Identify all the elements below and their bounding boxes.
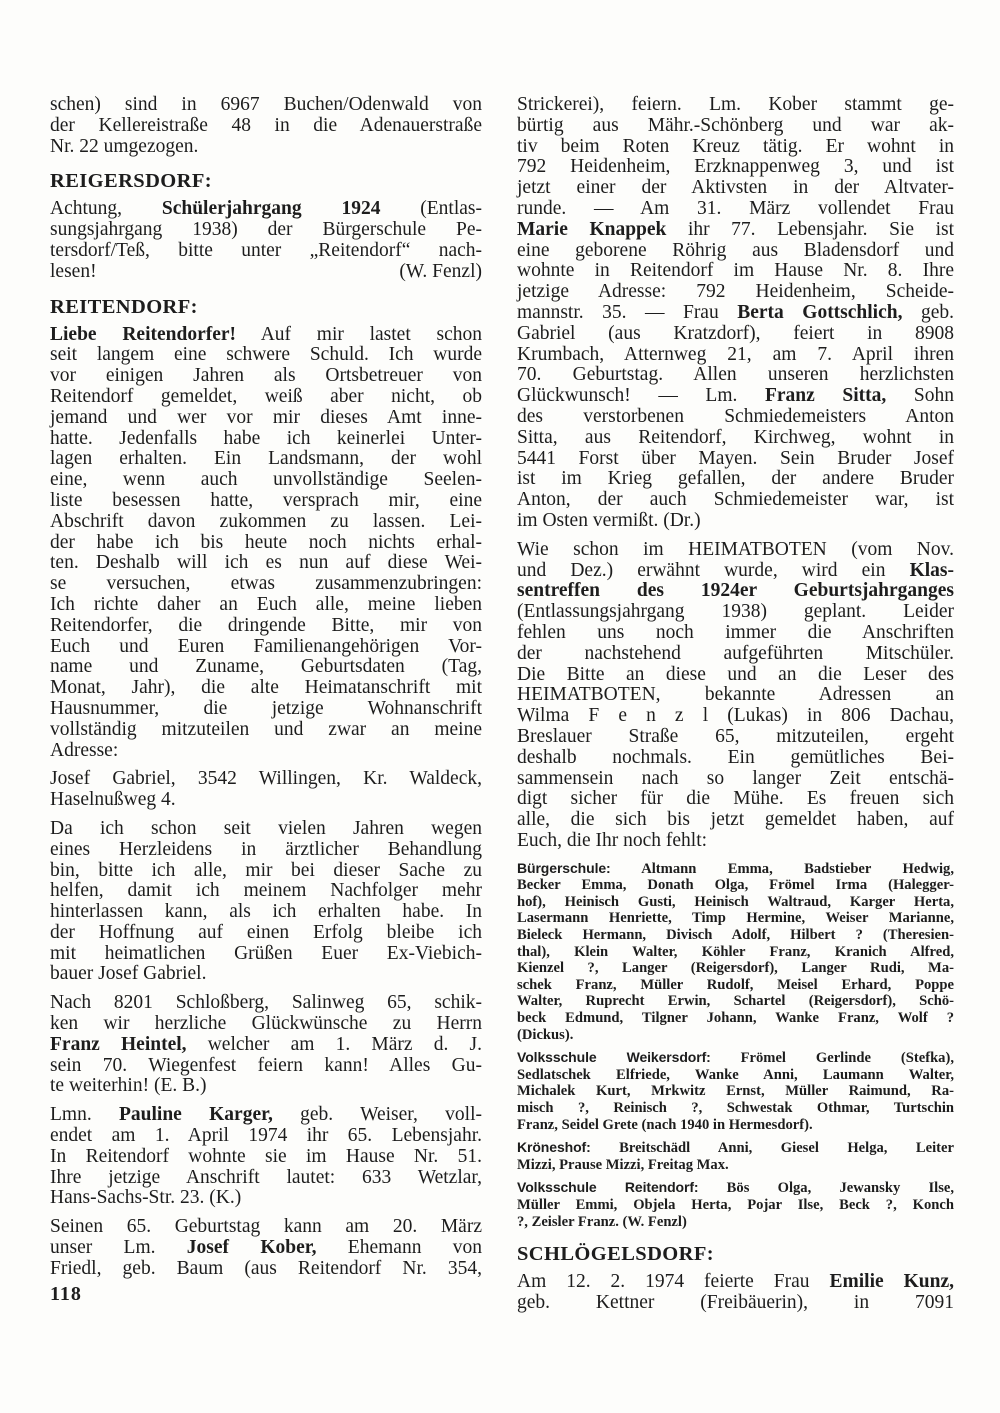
text-line: Wie schon im HEIMATBOTEN (vom Nov.	[517, 538, 954, 560]
text-line: des verstorbenen Schmiedemeisters Anton	[517, 405, 954, 427]
paragraph	[517, 540, 954, 852]
text-line: schen) sind in 6967 Buchen/Odenwald von	[50, 94, 482, 115]
text-line: thal), Klein Walter, Köhler Franz, Kranich Alfred,	[517, 943, 954, 960]
text-line: Ich richte daher an Euch alle, meine lieben	[50, 593, 482, 615]
text-line: schek Franz, Müller Rudolf, Meisel Erhard, Poppe	[517, 976, 954, 993]
text-line: digt sicher für die Mühe. Es freuen sich	[517, 788, 954, 810]
text-line: ?, Zeisler Franz. (W. Fenzl)	[517, 1213, 687, 1230]
text-line: eine, wenn auch unvollständige Seelen-	[50, 469, 482, 491]
paragraph	[50, 1217, 482, 1279]
paragraph	[50, 819, 482, 985]
text-line: runde. — Am 31. März vollendet Frau	[517, 197, 954, 219]
text-line: Die Bitte an diese und an die Leser des	[517, 663, 954, 685]
text-line: sammensein nach so langer Zeit entschä-	[517, 767, 954, 789]
text-line: Ihre jetzige Anschrift lautet: 633 Wetzlar,	[50, 1166, 482, 1188]
text-line: bauer Josef Gabriel.	[50, 963, 207, 985]
text-line: Franz Heintel, welcher am 1. März d. J.	[50, 1033, 483, 1055]
text-line: Michalek Kurt, Mrkwitz Ernst, Müller Raimund, Ra-	[517, 1083, 954, 1100]
text-line: Glückwunsch! — Lm. Franz Sitta, Sohn	[517, 385, 954, 407]
text-line: Gabriel (aus Kratzdorf), feiert in 8908	[517, 322, 954, 344]
text-line: Volksschule Reitendorf: Bös Olga, Jewansky Ilse,	[517, 1179, 955, 1197]
paragraph	[517, 95, 954, 532]
text-line: Hans-Sachs-Str. 23. (K.)	[50, 1187, 242, 1209]
text-line: im Osten vermißt. (Dr.)	[517, 509, 701, 531]
text-line: endet am 1. April 1974 ihr 65. Lebensjahr.	[50, 1125, 482, 1147]
text-line: eines Herzleidens in ärztlicher Behandlung	[50, 838, 482, 860]
text-line: Da ich schon seit vielen Jahren wegen	[50, 817, 482, 839]
section-heading: SCHLÖGELSDORF:	[517, 1243, 714, 1266]
text-line: hatte. Jedenfalls habe ich keinerlei Unter-	[50, 427, 482, 449]
text-line: hof), Heinisch Gusti, Heinisch Waltraud, Karger Herta,	[517, 893, 954, 910]
text-line: Wilma F e n z l (Lukas) in 806 Dachau,	[517, 705, 954, 727]
text-line: Sitta, aus Reitendorf, Kirchweg, wohnt in	[517, 426, 954, 448]
text-line: 5441 Forst über Mayen. Sein Bruder Josef	[517, 447, 954, 469]
text-line: lesen! (W. Fenzl)	[50, 260, 482, 282]
section-heading: REIGERSDORF:	[50, 170, 212, 193]
text-line: In Reitendorf wohnte sie im Hause Nr. 51.	[50, 1145, 482, 1167]
text-line: se versuchen, etwas zusammenzubringen:	[50, 573, 482, 595]
text-line: Kröneshof: Breitschädl Anni, Giesel Helga, Leiter	[517, 1139, 954, 1157]
text-line: vollständig mitzuteilen und zwar an meine	[50, 718, 482, 740]
paragraph	[50, 769, 482, 811]
column-left	[50, 95, 482, 1288]
text-line: bin, bitte ich alle, mir bei dieser Sache zu	[50, 859, 482, 881]
text-line: HEIMATBOTEN, bekannte Adressen an	[517, 684, 954, 706]
name-list-paragraph	[517, 1179, 954, 1230]
text-line: Sedlatschek Elfriede, Wanke Anni, Laumann Walter,	[517, 1066, 954, 1083]
text-line: Am 12. 2. 1974 feierte Frau Emilie Kunz,	[517, 1271, 954, 1293]
text-line: der habe ich bis heute noch nichts erhal-	[50, 531, 482, 553]
text-line: der nachstehend aufgeführten Mitschüler.	[517, 642, 954, 664]
text-line: eine geborene Röhrig aus Bladensdorf und	[517, 239, 954, 261]
text-line: der Kellereistraße 48 in die Adenauerstraße	[50, 114, 482, 136]
text-line: Lasermann Henriette, Timp Hermine, Weiser Marianne,	[517, 910, 954, 927]
text-line: Müller Emmi, Objela Herta, Pojar Ilse, Beck ?, Konch	[517, 1196, 954, 1213]
text-line: der Hoffnung auf einen Erfolg bleibe ich	[50, 921, 482, 943]
text-line: jetzt einer der Aktivsten in der Altvater-	[517, 177, 954, 199]
text-line: geb. Kettner (Freibäuerin), in 7091	[517, 1291, 954, 1313]
column-right	[517, 95, 954, 1322]
text-line: vor einigen Jahren als Ortsbetreuer von	[50, 365, 482, 387]
text-line: Volksschule Weikersdorf: Frömel Gerlinde (Stefka),	[517, 1049, 954, 1067]
text-line: Bieleck Hermann, Divisch Adolf, Hilbert ? (Theresien-	[517, 927, 954, 944]
text-line: sentreffen des 1924er Geburtsjahrganges	[517, 580, 954, 602]
text-line: unser Lm. Josef Kober, Ehemann von	[50, 1237, 482, 1259]
page-number: 118	[50, 1283, 82, 1305]
text-line: Seinen 65. Geburtstag kann am 20. März	[50, 1216, 482, 1238]
text-line: Nr. 22 umgezogen.	[50, 135, 199, 157]
text-line: deshalb nochmals. Ein gemütliches Bei-	[517, 746, 954, 768]
text-line: Abschrift davon zukommen zu lassen. Lei-	[50, 510, 482, 532]
paragraph	[517, 1272, 954, 1314]
text-line: und Dez.) erwähnt wurde, wird ein Klas-	[517, 559, 954, 581]
paragraph	[50, 95, 482, 157]
text-line: tersdorf/Teß, bitte unter „Reitendorf“ nach-	[50, 239, 482, 261]
paragraph	[50, 325, 482, 762]
text-line: bürtig aus Mähr.-Schönberg und war ak-	[517, 114, 954, 136]
name-list-paragraph	[517, 1139, 954, 1173]
text-line: Liebe Reitendorfer! Auf mir lastet schon	[50, 323, 482, 345]
text-line: Strickerei), feiern. Lm. Kober stammt ge-	[517, 94, 954, 115]
text-line: (Dickus).	[517, 1026, 574, 1043]
text-line: fehlen uns noch immer die Anschriften	[517, 621, 954, 643]
text-line: Josef Gabriel, 3542 Willingen, Kr. Waldeck,	[50, 768, 482, 790]
text-line: Mizzi, Prause Mizzi, Freitag Max.	[517, 1156, 729, 1173]
text-line: (Entlassungsjahrgang 1938) geplant. Leider	[517, 601, 954, 623]
text-line: hinterlassen kann, als ich erhalten habe. In	[50, 901, 482, 923]
text-line: 792 Heidenheim, Erzknappenweg 3, und ist	[517, 156, 954, 178]
text-line: ist im Krieg gefallen, der andere Bruder	[517, 468, 954, 490]
text-line: Nach 8201 Schloßberg, Salinweg 65, schik-	[50, 992, 482, 1014]
text-line: alle, die sich bis jetzt gemeldet haben, auf	[517, 809, 954, 831]
text-line: Walter, Ruprecht Erwin, Schartel (Reigersdorf), Schö-	[517, 993, 954, 1010]
text-line: tiv beim Roten Kreuz tätig. Er wohnt in	[517, 135, 954, 157]
text-line: Bürgerschule: Altmann Emma, Badstieber Hedwig,	[517, 859, 954, 877]
text-line: sein 70. Wiegenfest feiern kann! Alles Gu-	[50, 1054, 482, 1076]
name-list-paragraph	[517, 860, 954, 1044]
text-line: Achtung, Schülerjahrgang 1924 (Entlas-	[50, 198, 483, 220]
text-line: jemand und wer vor mir dieses Amt inne-	[50, 406, 482, 428]
text-line: Breslauer Straße 65, mitzuteilen, ergeht	[517, 725, 954, 747]
text-line: Franz, Seidel Grete (nach 1940 in Hermesdorf).	[517, 1116, 813, 1133]
text-line: Friedl, geb. Baum (aus Reitendorf Nr. 354,	[50, 1257, 482, 1279]
paragraph	[50, 1105, 482, 1209]
text-line: ten. Deshalb will ich es nun auf diese Wei-	[50, 552, 482, 574]
name-list-paragraph	[517, 1049, 954, 1133]
text-line: liste besessen hatte, versprach mir, eine	[50, 489, 482, 511]
text-line: Monat, Jahr), die alte Heimatanschrift mit	[50, 677, 482, 699]
text-line: Reitendorfer, die dringende Bitte, mir von	[50, 614, 482, 636]
text-line: misch ?, Reinisch ?, Schwestak Othmar, Turtschin	[517, 1100, 954, 1116]
text-line: Haselnußweg 4.	[50, 789, 176, 811]
text-line: Krumbach, Atternweg 21, am 7. April ihren	[517, 343, 954, 365]
text-line: helfen, damit ich meinem Nachfolger mehr	[50, 880, 482, 902]
paragraph	[50, 993, 482, 1097]
text-line: 70. Geburtstag. Allen unseren herzlichsten	[517, 364, 954, 386]
text-line: Anton, der auch Schmiedemeister war, ist	[517, 489, 954, 511]
text-line: ken wir herzliche Glückwünsche zu Herrn	[50, 1013, 482, 1035]
text-line: mannstr. 35. — Frau Berta Gottschlich, geb.	[517, 301, 955, 323]
text-line: Lmn. Pauline Karger, geb. Weiser, voll-	[50, 1104, 482, 1126]
text-line: te weiterhin! (E. B.)	[50, 1075, 207, 1097]
text-line: Marie Knappek ihr 77. Lebensjahr. Sie ist	[517, 218, 954, 240]
text-line: Euch und Euren Familienangehörigen Vor-	[50, 635, 482, 657]
paragraph	[50, 199, 482, 282]
text-line: wohnte in Reitendorf im Hause Nr. 8. Ihre	[517, 260, 954, 282]
text-line: name und Zuname, Geburtsdaten (Tag,	[50, 656, 482, 678]
text-line: jetzige Adresse: 792 Heidenheim, Scheide-	[517, 281, 954, 303]
text-line: mit heimatlichen Grüßen Euer Ex-Viebich-	[50, 942, 482, 964]
text-line: Kienzel ?, Langer (Reigersdorf), Langer Rudi, Ma-	[517, 960, 954, 977]
text-line: Reitendorf gemeldet, weiß aber nicht, ob	[50, 385, 482, 407]
section-heading: REITENDORF:	[50, 295, 198, 318]
text-line: Hausnummer, die jetzige Wohnanschrift	[50, 697, 482, 719]
text-line: beck Edmund, Tilgner Johann, Wanke Franz, Wolf ?	[517, 1010, 954, 1027]
text-line: Adresse:	[50, 739, 119, 761]
text-line: sungsjahrgang 1938) der Bürgerschule Pe-	[50, 219, 482, 241]
text-line: lagen erhalten. Ein Landsmann, der wohl	[50, 448, 482, 470]
text-line: seit langem eine schwere Schuld. Ich wurde	[50, 344, 482, 366]
text-line: Euch, die Ihr noch fehlt:	[517, 829, 708, 851]
text-line: Becker Emma, Donath Olga, Frömel Irma (Halegger-	[517, 877, 954, 894]
